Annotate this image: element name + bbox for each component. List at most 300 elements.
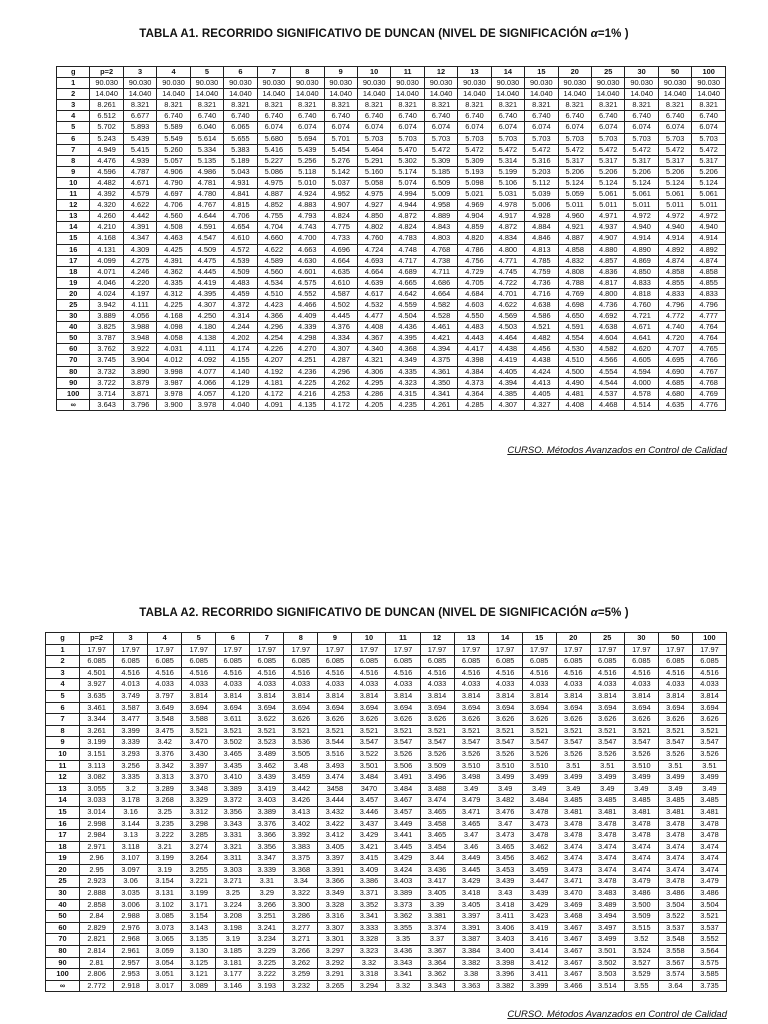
table-cell: 4.286 (357, 388, 390, 399)
table-cell: 3.402 (284, 818, 318, 830)
table-cell: 4.855 (658, 277, 691, 288)
table-cell: 4.510 (257, 288, 290, 299)
table-cell: 3.343 (386, 957, 420, 969)
column-header: 25 (590, 633, 624, 645)
table-cell: 3.526 (590, 748, 624, 760)
table-cell: 5.061 (658, 189, 691, 200)
table-cell: 3.16 (114, 806, 148, 818)
table-cell: 4.098 (157, 322, 190, 333)
table-cell: 6.074 (592, 122, 625, 133)
table-cell: 3.481 (692, 806, 726, 818)
table-cell: 8.321 (291, 100, 324, 111)
table-cell: 3.391 (454, 922, 488, 934)
table-cell: 3.185 (216, 946, 250, 958)
table-cell: 3.456 (488, 853, 522, 865)
table-row (46, 969, 727, 981)
table-cell: 4.421 (424, 333, 457, 344)
table-cell: 2.829 (80, 922, 114, 934)
table-a2-alpha-symbol: α (590, 607, 598, 619)
table-cell: 5.655 (224, 133, 257, 144)
table-cell: 6.074 (525, 122, 558, 133)
table-cell: 6.740 (592, 111, 625, 122)
table-cell: 5.470 (391, 144, 424, 155)
table-cell: 3.51 (556, 760, 590, 772)
column-header: 12 (424, 67, 457, 78)
table-cell: 4.790 (157, 177, 190, 188)
table-cell: 4.220 (123, 277, 156, 288)
table-cell: 3.567 (658, 957, 692, 969)
table-cell: 3.796 (123, 399, 156, 410)
table-cell: 5.472 (658, 144, 691, 155)
table-cell: 3.526 (386, 748, 420, 760)
table-cell: 3.585 (692, 969, 726, 981)
table-cell: 4.202 (224, 333, 257, 344)
table-cell: 4.296 (257, 322, 290, 333)
row-label-g: 25 (57, 299, 90, 310)
table-cell: 4.664 (424, 288, 457, 299)
table-cell: 4.880 (592, 244, 625, 255)
table-cell: 5.694 (291, 133, 324, 144)
table-row (46, 644, 727, 656)
table-cell: 4.783 (391, 233, 424, 244)
footer-course-note-2: CURSO. Métodos Avanzados en Control de Calidad (507, 1009, 727, 1020)
table-cell: 3.814 (182, 690, 216, 702)
table-cell: 3.49 (624, 783, 658, 795)
table-cell: 4.033 (454, 679, 488, 691)
table-cell: 3.505 (284, 748, 318, 760)
table-cell: 3.890 (123, 366, 156, 377)
table-cell: 4.591 (190, 222, 223, 233)
table-cell: 3.526 (624, 748, 658, 760)
table-cell: 2.821 (80, 934, 114, 946)
table-cell: 4.834 (491, 233, 524, 244)
table-cell: 3.465 (454, 818, 488, 830)
table-cell: 4.285 (458, 399, 491, 410)
table-cell: 3.424 (386, 864, 420, 876)
table-cell: 4.772 (658, 311, 691, 322)
table-cell: 4.362 (157, 266, 190, 277)
table-cell: 3.474 (590, 841, 624, 853)
table-row (46, 679, 727, 691)
table-cell: 3.526 (658, 748, 692, 760)
table-cell: 3.509 (624, 911, 658, 923)
table-cell: 2.96 (80, 853, 114, 865)
table-cell: 3.368 (284, 864, 318, 876)
table-cell: 14.040 (692, 89, 726, 100)
table-cell: 3.474 (420, 795, 454, 807)
row-label-g: 100 (57, 388, 90, 399)
table-cell: 3.286 (284, 911, 318, 923)
table-cell: 4.246 (123, 266, 156, 277)
table-cell: 5.009 (424, 189, 457, 200)
table-cell: 90.030 (90, 78, 123, 89)
table-cell: 6.740 (525, 111, 558, 122)
table-cell: 14.040 (458, 89, 491, 100)
table-cell: 4.456 (525, 344, 558, 355)
table-cell: 3.405 (318, 841, 352, 853)
table-cell: 3.328 (318, 899, 352, 911)
table-cell: 3.497 (590, 922, 624, 934)
table-cell: 4.373 (458, 377, 491, 388)
table-cell: 4.785 (525, 255, 558, 266)
table-cell: 4.582 (424, 299, 457, 310)
table-cell: 3.413 (284, 806, 318, 818)
table-cell: 4.550 (458, 311, 491, 322)
table-cell: 4.644 (190, 211, 223, 222)
table-cell: 3.118 (114, 841, 148, 853)
table-cell: 3.266 (284, 946, 318, 958)
table-row (57, 122, 726, 133)
table-cell: 90.030 (491, 78, 524, 89)
table-cell: 5.061 (592, 189, 625, 200)
table-cell: 4.738 (424, 255, 457, 266)
table-cell: 4.033 (488, 679, 522, 691)
table-cell: 5.112 (525, 177, 558, 188)
row-label-g: 4 (57, 111, 90, 122)
table-cell: 3.478 (692, 818, 726, 830)
table-cell: 3.494 (590, 911, 624, 923)
table-cell: 3.344 (80, 714, 114, 726)
table-cell: 4.603 (458, 299, 491, 310)
table-row (57, 244, 726, 255)
table-cell: 3.467 (556, 934, 590, 946)
table-cell: 3.442 (284, 783, 318, 795)
table-cell: 3.626 (488, 714, 522, 726)
table-cell: 3.499 (590, 934, 624, 946)
table-cell: 4.836 (592, 266, 625, 277)
table-cell: 5.309 (424, 155, 457, 166)
table-cell: 3.193 (250, 980, 284, 992)
table-cell: 3.486 (658, 888, 692, 900)
row-label-g: 16 (57, 244, 90, 255)
table-cell: 4.582 (592, 344, 625, 355)
table-cell: 3.732 (90, 366, 123, 377)
table-cell: 3.143 (182, 922, 216, 934)
table-cell: 4.596 (90, 166, 123, 177)
table-cell: 3.626 (624, 714, 658, 726)
table-cell: 5.472 (625, 144, 658, 155)
column-header: 9 (324, 67, 357, 78)
table-cell: 4.180 (190, 322, 223, 333)
table-cell: 3.467 (556, 969, 590, 981)
table-cell: 4.638 (592, 322, 625, 333)
table-cell: 3.366 (250, 830, 284, 842)
table-cell: 3.329 (182, 795, 216, 807)
table-cell: 6.740 (190, 111, 223, 122)
table-row (46, 806, 727, 818)
table-cell: 3.274 (182, 841, 216, 853)
table-cell: 4.940 (692, 222, 726, 233)
table-cell: 3.49 (522, 783, 556, 795)
table-cell: 4.260 (90, 211, 123, 222)
table-cell: 3.462 (250, 760, 284, 772)
row-label-g: 30 (57, 311, 90, 322)
table-cell: 4.521 (525, 322, 558, 333)
table-row (46, 714, 727, 726)
table-cell: 3.144 (114, 818, 148, 830)
table-cell: 4.405 (525, 388, 558, 399)
table-cell: 3.462 (522, 853, 556, 865)
row-label-g: 20 (46, 864, 80, 876)
table-cell: 4.033 (352, 679, 386, 691)
table-cell: 14.040 (491, 89, 524, 100)
row-label-g: 5 (46, 690, 80, 702)
row-label-g: 10 (46, 748, 80, 760)
table-cell: 4.508 (157, 222, 190, 233)
table-cell: 4.287 (324, 355, 357, 366)
table-cell: 14.040 (424, 89, 457, 100)
table-cell: 4.251 (291, 355, 324, 366)
table-cell: 4.760 (625, 299, 658, 310)
table-cell: 17.97 (590, 644, 624, 656)
table-cell: 3.486 (624, 888, 658, 900)
table-cell: 4.509 (224, 266, 257, 277)
table-row (57, 155, 726, 166)
table-cell: 4.765 (692, 344, 726, 355)
table-cell: 5.317 (625, 155, 658, 166)
table-cell: 3.343 (420, 980, 454, 992)
table-cell: 4.572 (224, 244, 257, 255)
table-cell: 4.395 (391, 333, 424, 344)
table-cell: 5.227 (257, 155, 290, 166)
table-cell: 3.439 (522, 888, 556, 900)
table-cell: 3.414 (522, 946, 556, 958)
table-cell: 3.978 (157, 388, 190, 399)
table-cell: 90.030 (291, 78, 324, 89)
table-cell: 4.717 (391, 255, 424, 266)
table-cell: 5.124 (625, 177, 658, 188)
table-cell: 4.642 (391, 288, 424, 299)
table-cell: 4.931 (224, 177, 257, 188)
table-cell: 3.312 (182, 806, 216, 818)
table-row (57, 333, 726, 344)
table-cell: 4.858 (658, 266, 691, 277)
column-header: 15 (522, 633, 556, 645)
table-cell: 3.978 (190, 399, 223, 410)
table-cell: 8.321 (625, 100, 658, 111)
table-cell: 4.500 (558, 366, 591, 377)
table-cell: 5.185 (424, 166, 457, 177)
table-cell: 3.409 (352, 864, 386, 876)
table-cell: 4.509 (190, 244, 223, 255)
table-cell: 4.394 (491, 377, 524, 388)
table-cell: 5.464 (357, 144, 390, 155)
table-cell: 3.293 (114, 748, 148, 760)
table-cell: 3.397 (454, 911, 488, 923)
table-cell: 4.516 (114, 667, 148, 679)
row-label-g: 12 (57, 200, 90, 211)
row-label-g: 12 (46, 772, 80, 784)
table-cell: 4.350 (424, 377, 457, 388)
table-cell: 3.510 (522, 760, 556, 772)
table-cell: 3.526 (454, 748, 488, 760)
table-cell: 3.547 (556, 737, 590, 749)
row-label-g: 25 (46, 876, 80, 888)
table-cell: 3.222 (148, 830, 182, 842)
table-cell: 3.49 (454, 783, 488, 795)
table-cell: 8.321 (458, 100, 491, 111)
table-cell: 4.907 (324, 200, 357, 211)
table-cell: 3.470 (556, 888, 590, 900)
table-cell: 3.301 (318, 934, 352, 946)
table-cell: 5.021 (458, 189, 491, 200)
table-cell: 3.356 (250, 841, 284, 853)
table-cell: 4.617 (357, 288, 390, 299)
table-cell: 4.532 (357, 299, 390, 310)
table-cell: 3.500 (624, 899, 658, 911)
table-cell: 4.579 (123, 189, 156, 200)
table-cell: 4.748 (391, 244, 424, 255)
table-cell: 4.033 (420, 679, 454, 691)
table-cell: 4.235 (391, 399, 424, 410)
column-header: 12 (420, 633, 454, 645)
table-row (46, 864, 727, 876)
table-cell: 3.403 (250, 795, 284, 807)
table-cell: 3.879 (123, 377, 156, 388)
table-cell: 4.250 (190, 311, 223, 322)
table-cell: 4.335 (391, 366, 424, 377)
table-cell: 4.817 (592, 277, 625, 288)
table-cell: 3.588 (182, 714, 216, 726)
table-cell: 3.694 (488, 702, 522, 714)
table-cell: 3.473 (556, 864, 590, 876)
table-cell: 4.793 (291, 211, 324, 222)
table-cell: 4.975 (357, 189, 390, 200)
table-cell: 4.516 (624, 667, 658, 679)
table-cell: 4.874 (658, 255, 691, 266)
table-row (57, 266, 726, 277)
table-cell: 3.485 (624, 795, 658, 807)
table-cell: 6.740 (658, 111, 691, 122)
table-cell: 3.694 (590, 702, 624, 714)
table-cell: 3.467 (556, 946, 590, 958)
table-cell: 14.040 (558, 89, 591, 100)
column-header: 50 (658, 633, 692, 645)
table-cell: 2.814 (80, 946, 114, 958)
table-a2-header-row (46, 633, 727, 645)
table-row (57, 322, 726, 333)
table-cell: 5.243 (90, 133, 123, 144)
table-cell: 4.796 (692, 299, 726, 310)
table-cell: 3.547 (658, 737, 692, 749)
table-cell: 3.474 (624, 864, 658, 876)
table-cell: 3.547 (624, 737, 658, 749)
table-cell: 4.033 (658, 679, 692, 691)
table-cell: 4.777 (692, 311, 726, 322)
table-cell: 4.736 (525, 277, 558, 288)
table-cell: 3.362 (420, 969, 454, 981)
table-cell: 4.131 (90, 244, 123, 255)
table-cell: 3.547 (454, 737, 488, 749)
table-cell: 3.411 (488, 911, 522, 923)
table-cell: 3.235 (148, 818, 182, 830)
table-cell: 4.975 (257, 177, 290, 188)
table-cell: 3.446 (352, 806, 386, 818)
table-cell: 4.376 (324, 322, 357, 333)
table-cell: 4.664 (357, 266, 390, 277)
table-cell: 3.465 (488, 841, 522, 853)
table-cell: 4.024 (90, 288, 123, 299)
table-cell: 3.514 (590, 980, 624, 992)
table-cell: 5.893 (123, 122, 156, 133)
table-cell: 3.436 (386, 946, 420, 958)
table-cell: 90.030 (592, 78, 625, 89)
table-a2-title-suffix: =5% ) (597, 607, 629, 619)
table-cell: 4.756 (458, 255, 491, 266)
table-cell: 4.857 (592, 255, 625, 266)
table-cell: 3.383 (284, 841, 318, 853)
table-row (57, 189, 726, 200)
table-cell: 4.820 (458, 233, 491, 244)
table-cell: 6.085 (488, 656, 522, 668)
table-cell: 4.392 (90, 189, 123, 200)
column-header: 100 (692, 633, 726, 645)
table-cell: 3.521 (692, 911, 726, 923)
table-cell: 3.102 (148, 899, 182, 911)
table-cell: 3.52 (624, 934, 658, 946)
table-cell: 4.033 (318, 679, 352, 691)
table-cell: 3.521 (216, 725, 250, 737)
table-cell: 3.426 (284, 795, 318, 807)
table-cell: 90.030 (424, 78, 457, 89)
table-cell: 5.703 (491, 133, 524, 144)
table-cell: 4.464 (491, 333, 524, 344)
table-cell: 4.409 (291, 311, 324, 322)
table-cell: 6.085 (624, 656, 658, 668)
table-cell: 4.566 (592, 355, 625, 366)
table-cell: 5.472 (592, 144, 625, 155)
table-cell: 3.38 (454, 969, 488, 981)
table-cell: 4.855 (692, 277, 726, 288)
table-cell: 3.521 (488, 725, 522, 737)
table-cell: 3.526 (692, 748, 726, 760)
table-cell: 8.321 (224, 100, 257, 111)
table-cell: 3.51 (692, 760, 726, 772)
table-cell: 3.547 (590, 737, 624, 749)
table-cell: 4.665 (391, 277, 424, 288)
table-cell: 5.334 (190, 144, 223, 155)
table-cell: 3.558 (658, 946, 692, 958)
table-cell: 5.061 (625, 189, 658, 200)
table-cell: 6.065 (224, 122, 257, 133)
table-cell: 3.457 (352, 795, 386, 807)
row-label-g: 40 (57, 322, 90, 333)
table-cell: 4.394 (424, 344, 457, 355)
table-cell: 3.121 (182, 969, 216, 981)
table-cell: 3.522 (658, 911, 692, 923)
table-cell: 3.479 (454, 795, 488, 807)
table-cell: 8.321 (424, 100, 457, 111)
table-cell: 4.554 (558, 333, 591, 344)
table-cell: 4.937 (592, 222, 625, 233)
table-cell: 5.703 (391, 133, 424, 144)
row-label-g: 8 (57, 155, 90, 166)
table-cell: 4.620 (625, 344, 658, 355)
table-cell: 3.454 (420, 841, 454, 853)
table-cell: 17.97 (148, 644, 182, 656)
table-cell: 4.307 (324, 344, 357, 355)
table-cell: 3.988 (123, 322, 156, 333)
table-cell: 3.489 (250, 748, 284, 760)
table-cell: 4.205 (357, 399, 390, 410)
table-cell: 4.475 (190, 255, 223, 266)
table-cell: 4.768 (424, 244, 457, 255)
table-row (57, 166, 726, 177)
table-cell: 4.800 (491, 244, 524, 255)
table-cell: 3.714 (90, 388, 123, 399)
table-cell: 3.521 (454, 725, 488, 737)
table-cell: 5.059 (558, 189, 591, 200)
